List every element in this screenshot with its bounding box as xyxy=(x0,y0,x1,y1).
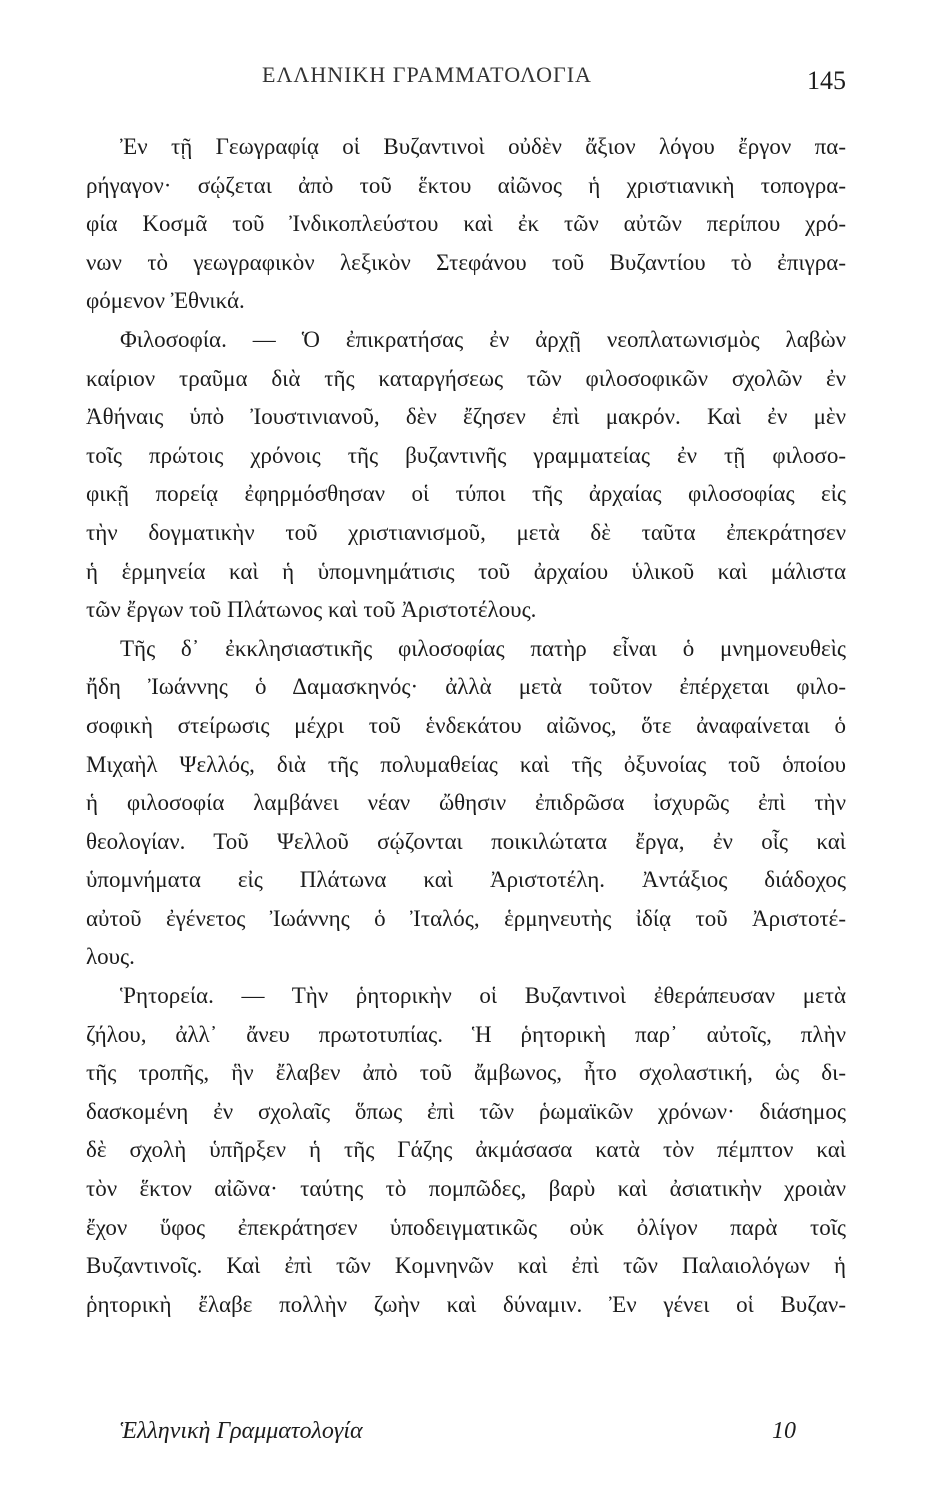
body-text xyxy=(86,128,846,1324)
running-head xyxy=(0,62,942,102)
text-line: σοφικὴ στείρωσις μέχρι τοῦ ἑνδεκάτου αἰῶνος, ὅτε ἀναφαίνεται ὁ xyxy=(86,712,846,738)
text-line: ἡ φιλοσοφία λαμβάνει νέαν ὤθησιν ἐπιδρῶσα ἰσχυρῶς ἐπὶ τὴν xyxy=(86,790,846,816)
text-line: νων τὸ γεωγραφικὸν λεξικὸν Στεφάνου τοῦ Βυζαντίου τὸ ἐπιγρα- xyxy=(86,249,846,275)
signature-mark: 10 xyxy=(772,1418,796,1444)
text-line: θεολογίαν. Τοῦ Ψελλοῦ σῴζονται ποικιλώτατα ἔργα, ἐν οἷς καὶ xyxy=(86,828,846,854)
footer-book-title: Ἑλληνικὴ Γραμματολογία xyxy=(120,1418,363,1444)
text-line: Φιλοσοφία. — Ὁ ἐπικρατήσας ἐν ἀρχῇ νεοπλατωνισμὸς λαβὼν xyxy=(120,326,846,352)
text-line: Μιχαὴλ Ψελλός, διὰ τῆς πολυμαθείας καὶ τῆς ὀξυνοίας τοῦ ὁποίου xyxy=(86,751,846,777)
text-line: ἤδη Ἰωάννης ὁ Δαμασκηνός· ἀλλὰ μετὰ τοῦτον ἐπέρχεται φιλο- xyxy=(86,674,846,700)
text-line: τῆς τροπῆς, ἣν ἔλαβεν ἀπὸ τοῦ ἄμβωνος, ἦτο σχολαστική, ὡς δι- xyxy=(86,1060,846,1086)
text-line: ὑπομνήματα εἰς Πλάτωνα καὶ Ἀριστοτέλη. Ἀντάξιος διάδοχος xyxy=(86,867,846,893)
text-line: Βυζαντινοῖς. Καὶ ἐπὶ τῶν Κομνηνῶν καὶ ἐπὶ τῶν Παλαιολόγων ἡ xyxy=(86,1253,846,1279)
text-line: τὴν δογματικὴν τοῦ χριστιανισμοῦ, μετὰ δὲ ταῦτα ἐπεκράτησεν xyxy=(86,519,846,545)
text-line: ῥητορικὴ ἔλαβε πολλὴν ζωὴν καὶ δύναμιν. Ἐν γένει οἱ Βυζαν- xyxy=(86,1291,846,1317)
text-line: φία Κοσμᾶ τοῦ Ἰνδικοπλεύστου καὶ ἐκ τῶν αὐτῶν περίπου χρό- xyxy=(86,211,846,237)
text-line: ἔχον ὕφος ἐπεκράτησεν ὑποδειγματικῶς οὐκ ὀλίγον παρὰ τοῖς xyxy=(86,1214,846,1240)
running-title: ΕΛΛΗΝΙΚΗ ΓΡΑΜΜΑΤΟΛΟΓΙΑ xyxy=(262,62,592,87)
text-line: Ἐν τῇ Γεωγραφίᾳ οἱ Βυζαντινοὶ οὐδὲν ἄξιον λόγου ἔργον πα- xyxy=(120,134,846,159)
text-line: τῶν ἔργων τοῦ Πλάτωνος καὶ τοῦ Ἀριστοτέλους. xyxy=(86,597,537,623)
text-line: ἡ ἑρμηνεία καὶ ἡ ὑπομνημάτισις τοῦ ἀρχαίου ὑλικοῦ καὶ μάλιστα xyxy=(86,558,846,584)
text-line: ρήγαγον· σῴζεται ἀπὸ τοῦ ἕκτου αἰῶνος ἡ χριστιανικὴ τοπογρα- xyxy=(86,172,846,198)
text-line: φικῇ πορείᾳ ἐφηρμόσθησαν οἱ τύποι τῆς ἀρχαίας φιλοσοφίας εἰς xyxy=(86,481,846,507)
text-line: ζήλου, ἀλλ᾽ ἄνευ πρωτοτυπίας. Ἡ ῥητορικὴ παρ᾽ αὐτοῖς, πλὴν xyxy=(86,1021,846,1047)
text-line: λους. xyxy=(86,944,135,970)
page-footer xyxy=(0,1418,942,1458)
text-line: δασκομένη ἐν σχολαῖς ὅπως ἐπὶ τῶν ῥωμαϊκῶν χρόνων· διάσημος xyxy=(86,1098,846,1124)
paragraph-philosophy xyxy=(86,321,846,630)
text-line: φόμενον Ἐθνικά. xyxy=(86,288,245,314)
text-line: δὲ σχολὴ ὑπῆρξεν ἡ τῆς Γάζης ἀκμάσασα κατὰ τὸν πέμπτον καὶ xyxy=(86,1137,846,1163)
paragraph-rhetoric xyxy=(86,977,846,1324)
text-line: τοῖς πρώτοις χρόνοις τῆς βυζαντινῆς γραμματείας ἐν τῇ φιλοσο- xyxy=(86,442,846,468)
text-line: Τῆς δ᾽ ἐκκλησιαστικῆς φιλοσοφίας πατὴρ εἶναι ὁ μνημονευθεὶς xyxy=(120,635,846,661)
text-line: τὸν ἕκτον αἰῶνα· ταύτης τὸ πομπῶδες, βαρὺ καὶ ἀσιατικὴν χροιὰν xyxy=(86,1176,846,1202)
text-line: καίριον τραῦμα διὰ τῆς καταργήσεως τῶν φιλοσοφικῶν σχολῶν ἐν xyxy=(86,365,846,391)
page-number: 145 xyxy=(807,66,846,95)
paragraph-geography xyxy=(86,128,846,321)
text-line: Ῥητορεία. — Τὴν ῥητορικὴν οἱ Βυζαντινοὶ ἐθεράπευσαν μετὰ xyxy=(120,983,846,1009)
paragraph-church-philosophy xyxy=(86,630,846,977)
text-line: Ἀθήναις ὑπὸ Ἰουστινιανοῦ, δὲν ἔζησεν ἐπὶ μακρόν. Καὶ ἐν μὲν xyxy=(86,404,846,430)
text-line: αὐτοῦ ἐγένετος Ἰωάννης ὁ Ἰταλός, ἑρμηνευτὴς ἰδίᾳ τοῦ Ἀριστοτέ- xyxy=(86,905,846,931)
